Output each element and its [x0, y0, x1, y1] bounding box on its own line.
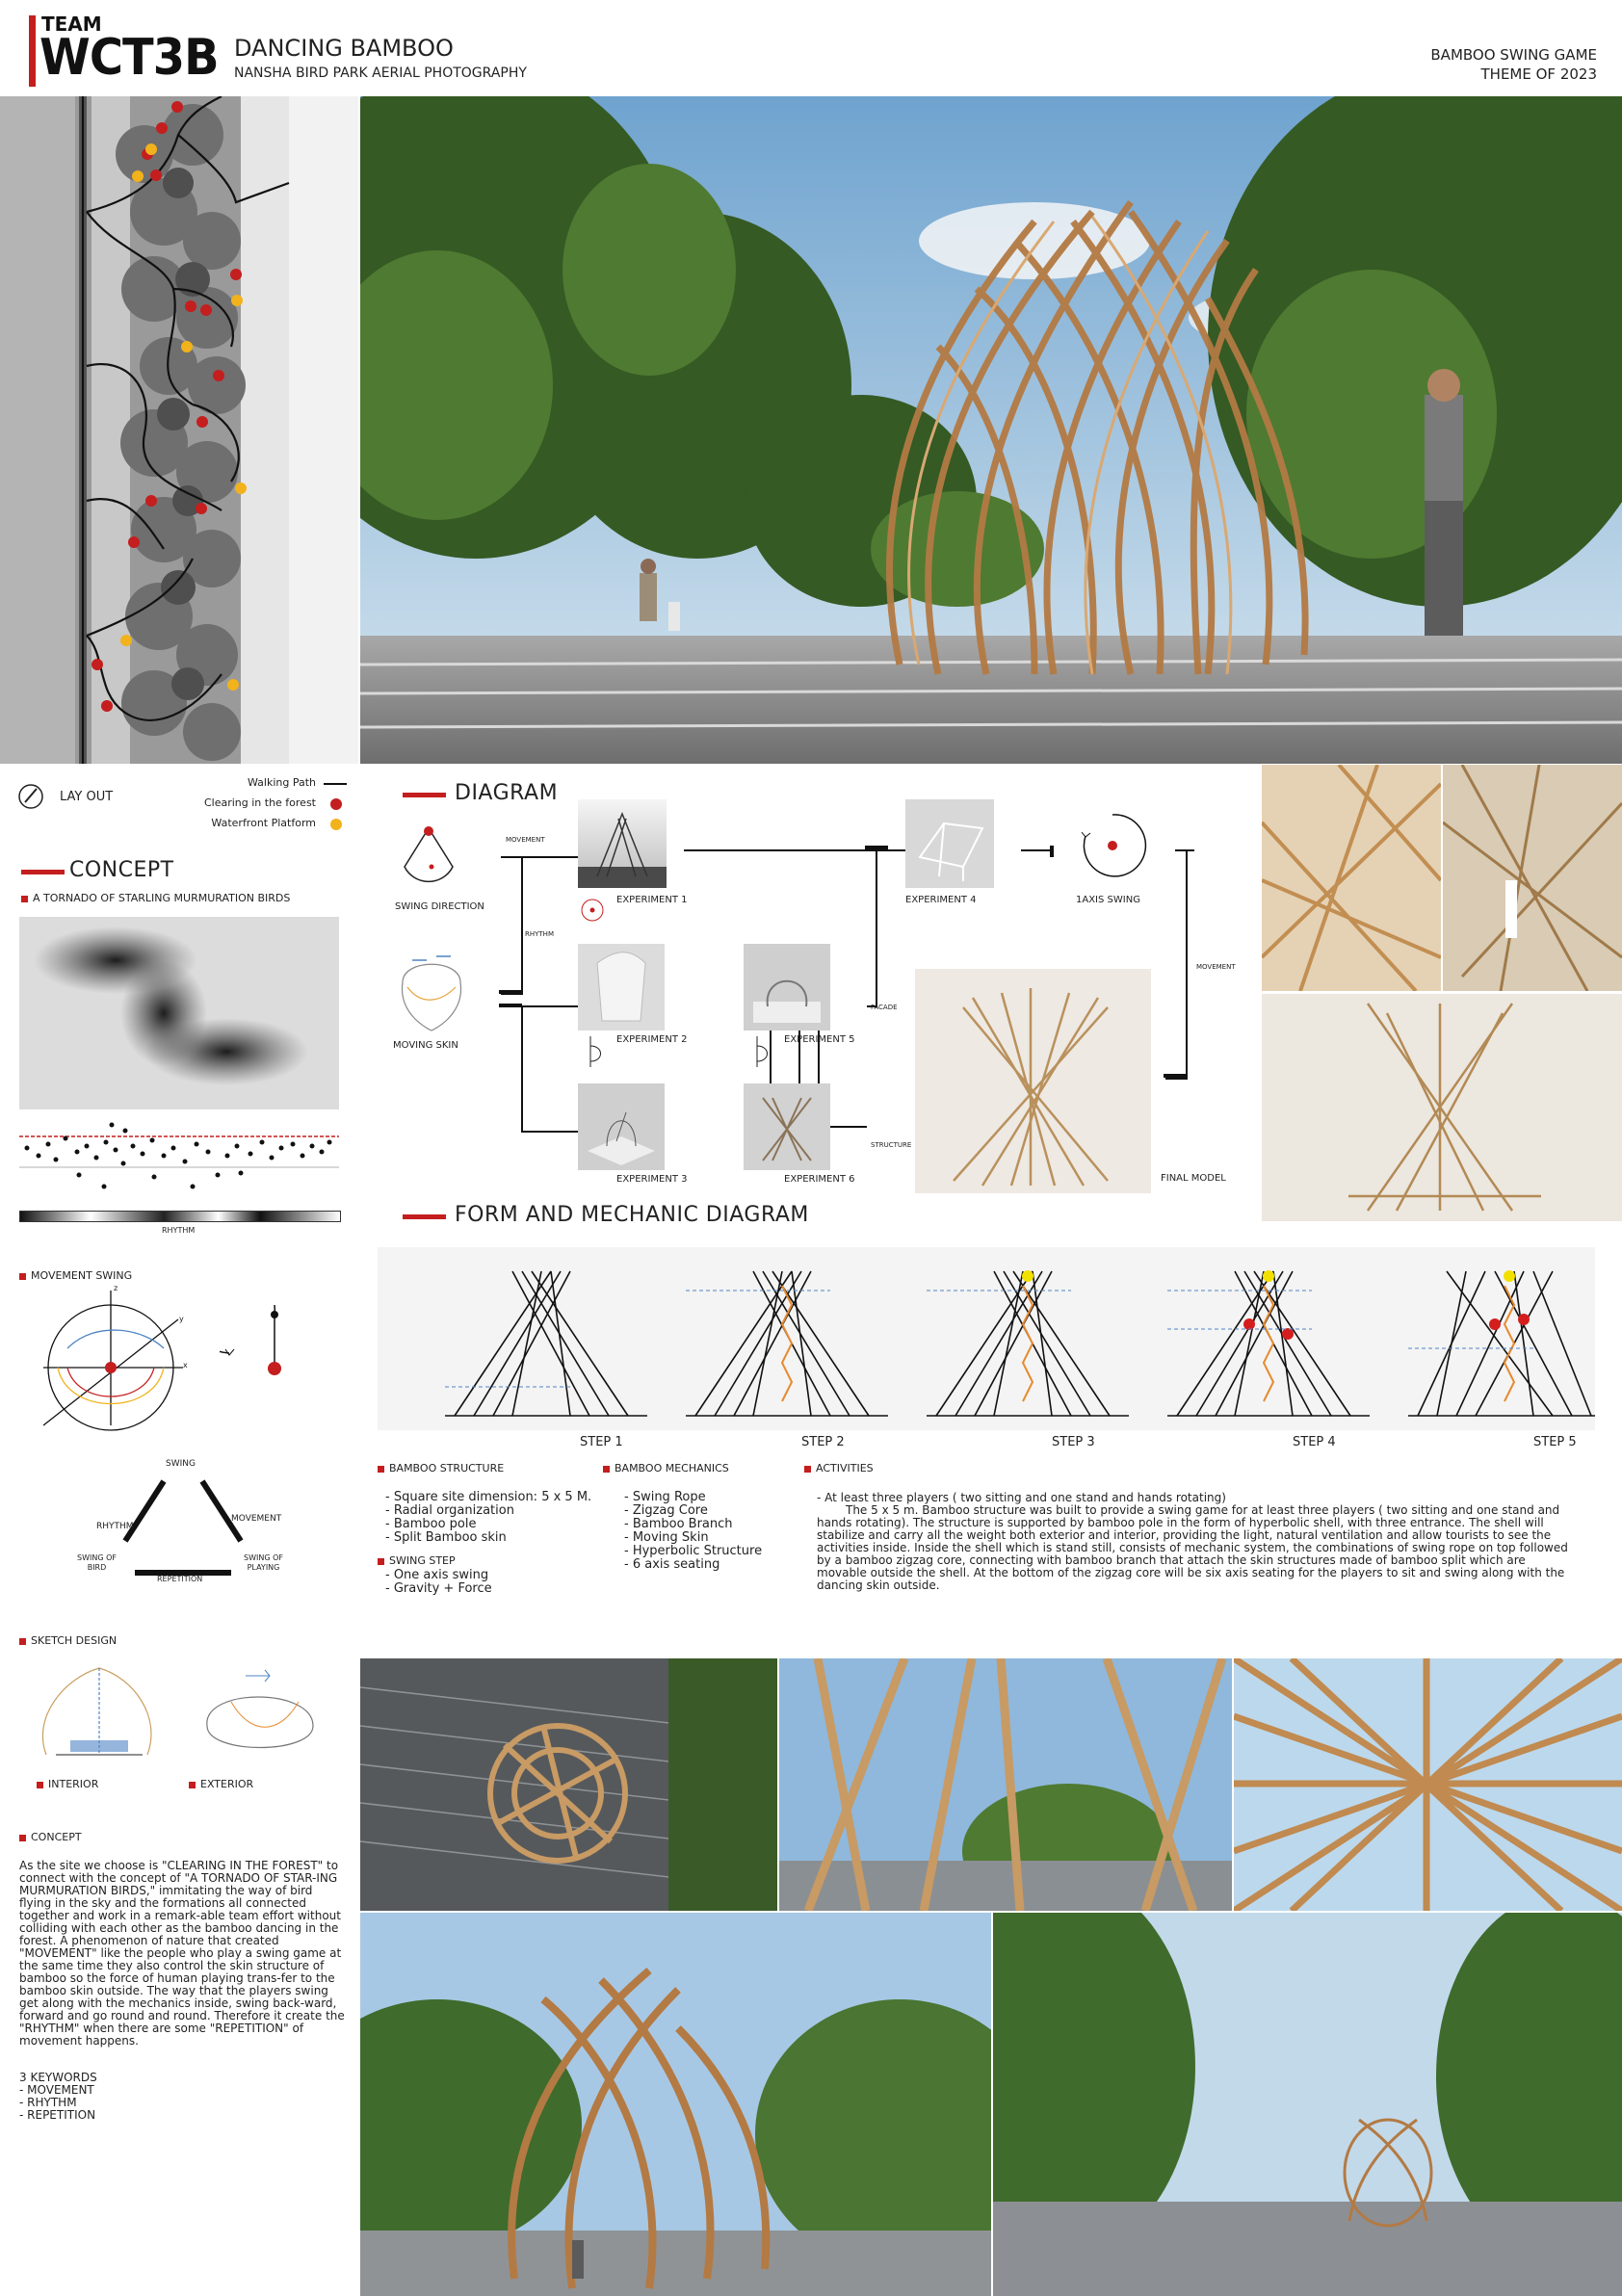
diagram-facade-label: FACADE [871, 1004, 898, 1011]
form-steps-strip [378, 1247, 1595, 1430]
header-right-line1: BAMBOO SWING GAME [1430, 46, 1597, 64]
render-top-view [360, 1658, 777, 1911]
bamboo-mechanics-item: - Bamboo Branch [624, 1517, 733, 1531]
experiment-6-label: EXPERIMENT 6 [784, 1174, 855, 1185]
render-street-view [360, 1913, 991, 2296]
bamboo-structure-item: - Bamboo pole [385, 1517, 477, 1531]
movement-swing-axis-x: x [183, 1361, 188, 1370]
project-title: DANCING BAMBOO [234, 35, 454, 62]
layout-compass-icon [17, 783, 44, 810]
experiment-5-swing-icon [749, 1032, 778, 1071]
model-photo-top-left [1262, 765, 1441, 991]
concept-heading: CONCEPT [69, 858, 174, 882]
activities-title: ACTIVITIES [804, 1462, 874, 1474]
concept-subtitle: A TORNADO OF STARLING MURMURATION BIRDS [21, 892, 290, 904]
swing-rotation-icon [220, 1305, 306, 1411]
activities-paragraph: The 5 x 5 m. Bamboo structure was built to provide a swing game for at least three players ( two sitting and one stand and hands rotating). The structure is supported by bamboo pole in the form of hyperbolic shell, with three entrance. The shell will stabilize and carry all the weight both exterior and interior, providing the light, natural ventilation and allow tourists to see the activities inside. Inside the shell which is stand still, consists of mechanic system, the combinations of swing rope on top followed by a bamboo zigzag core, connecting with bamboo branch that attach the skin structures made of bamboo split which are movable outside the shell. At the bottom of the zigzag core will be six axis seating for the players to sit and swing along with the dancing skin outside. [817, 1503, 1568, 1592]
experiment-3-photo [578, 1083, 665, 1170]
keywords-title: 3 KEYWORDS [19, 2071, 97, 2084]
diagram-heading-bar [403, 793, 446, 797]
logo-red-bar [29, 15, 36, 87]
hero-render [360, 96, 1622, 764]
experiment-1-photo [578, 799, 667, 888]
triangle-left-label: RHYTHM [96, 1522, 134, 1531]
rhythm-gradient-bar [19, 1211, 341, 1222]
final-model-photo [915, 969, 1151, 1193]
render-interior-view [779, 1658, 1232, 1911]
experiment-3-label: EXPERIMENT 3 [616, 1174, 688, 1185]
concept-heading-bar [21, 870, 65, 874]
diagram-movement-right-label: MOVEMENT [1196, 963, 1236, 971]
model-photo-top-right [1443, 765, 1622, 991]
bamboo-mechanics-item: - Swing Rope [624, 1490, 706, 1504]
legend-waterfront-dot [330, 819, 342, 830]
form-mechanic-heading-bar [403, 1214, 446, 1219]
step-5-label: STEP 5 [1533, 1435, 1577, 1449]
interior-label: INTERIOR [37, 1778, 98, 1790]
triangle-right-label: MOVEMENT [231, 1514, 282, 1524]
experiment-1-label: EXPERIMENT 1 [616, 895, 688, 905]
step-4-label: STEP 4 [1293, 1435, 1336, 1449]
movement-swing-title: MOVEMENT SWING [19, 1269, 132, 1282]
swing-direction-label: SWING DIRECTION [395, 901, 484, 912]
triangle-bottom-label: REPETITION [157, 1575, 203, 1583]
aerial-site-map [0, 96, 358, 764]
legend-walking-path-line [324, 783, 347, 785]
bamboo-mechanics-item: - Zigzag Core [624, 1503, 708, 1518]
project-subtitle: NANSHA BIRD PARK AERIAL PHOTOGRAPHY [234, 65, 527, 81]
legend-label-waterfront: Waterfront Platform [211, 817, 316, 829]
rhythm-dot-diagram [19, 1117, 339, 1209]
keyword-item: - RHYTHM [19, 2096, 77, 2109]
keyword-item: - MOVEMENT [19, 2083, 94, 2097]
team-name: WCT3B [39, 29, 219, 87]
legend-label-walking-path: Walking Path [247, 776, 316, 789]
experiment-1-swing-icon [578, 896, 607, 925]
bamboo-structure-item: - Radial organization [385, 1503, 514, 1518]
experiment-6-photo [744, 1083, 830, 1170]
movement-swing-axis-y: y [179, 1315, 184, 1323]
bamboo-structure-title: BAMBOO STRUCTURE [378, 1462, 504, 1474]
experiment-4-photo [905, 799, 994, 888]
step-2-label: STEP 2 [801, 1435, 845, 1449]
keyword-item: - REPETITION [19, 2108, 96, 2122]
model-photo-bottom [1262, 994, 1622, 1221]
diagram-structure-label: STRUCTURE [871, 1141, 912, 1149]
experiment-5-label: EXPERIMENT 5 [784, 1034, 855, 1045]
team-label: TEAM [41, 13, 102, 36]
step-1-label: STEP 1 [580, 1435, 623, 1449]
swing-of-bird-label: SWING OF BIRD [77, 1553, 117, 1572]
concept-text-paragraph: As the site we choose is "CLEARING IN THE FOREST" to connect with the concept of "A TORNADO OF STAR-ING MURMURATION BIRDS," immitating the way of bird flying in the sky and the formations all connected together and work in a remark-able team effort without colliding with each other as the bamboo dancing in the forest. A phenomenon of nature that created "MOVEMENT" like the people who play a swing game at the same time they also control the skin structure of bamboo so the force of human playing trans-fer to the bamboo skin outside. The way that the players swing get along with the mechanics inside, swing back-ward, forward and go round and round. Therefore it create the "RHYTHM" when there are some "REPETITION" of movement happens. [19, 1859, 345, 2048]
swing-step-item: - One axis swing [385, 1568, 489, 1582]
render-looking-up [1234, 1658, 1622, 1911]
experiment-4-label: EXPERIMENT 4 [905, 895, 977, 905]
bamboo-structure-list [385, 1491, 591, 1545]
swing-step-list [385, 1569, 492, 1596]
step-3-label: STEP 3 [1052, 1435, 1095, 1449]
activities-line1: - At least three players ( two sitting and one stand and hands rotating) [817, 1491, 1226, 1504]
exterior-label: EXTERIOR [189, 1778, 253, 1790]
axis-swing-label: 1AXIS SWING [1076, 895, 1140, 905]
diagram-rhythm-label: RHYTHM [525, 930, 554, 938]
experiment-2-photo [578, 944, 665, 1031]
experiment-2-label: EXPERIMENT 2 [616, 1034, 688, 1045]
bamboo-mechanics-title: BAMBOO MECHANICS [603, 1462, 729, 1474]
sketch-design-title: SKETCH DESIGN [19, 1634, 117, 1647]
experiment-2-swing-icon [583, 1032, 612, 1071]
triangle-top-label: SWING [166, 1459, 196, 1469]
murmuration-photo [19, 917, 339, 1109]
hero-render-graphic [360, 96, 1622, 764]
final-model-label: FINAL MODEL [1161, 1173, 1226, 1184]
header-right-line2: THEME OF 2023 [1480, 65, 1597, 83]
swing-of-playing-label: SWING OF PLAYING [244, 1553, 283, 1572]
swing-step-title: SWING STEP [378, 1554, 456, 1567]
legend-clearing-dot [330, 798, 342, 810]
concept-text-title: CONCEPT [19, 1831, 82, 1843]
movement-swing-axis-z: z [114, 1284, 118, 1292]
bamboo-mechanics-list [624, 1491, 762, 1572]
layout-title: LAY OUT [60, 790, 114, 804]
rhythm-label: RHYTHM [162, 1226, 196, 1235]
team-logo [27, 10, 219, 87]
swing-step-item: - Gravity + Force [385, 1581, 492, 1596]
experiment-5-photo [744, 944, 830, 1031]
bamboo-structure-item: - Split Bamboo skin [385, 1530, 507, 1545]
diagram-movement-label: MOVEMENT [506, 836, 545, 844]
aerial-map-graphic [0, 96, 358, 764]
bamboo-mechanics-item: - 6 axis seating [624, 1557, 720, 1572]
exterior-sketch [193, 1658, 327, 1774]
moving-skin-label: MOVING SKIN [393, 1040, 458, 1051]
bamboo-mechanics-item: - Hyperbolic Structure [624, 1544, 763, 1558]
diagram-heading: DIAGRAM [455, 781, 559, 805]
legend-label-clearing: Clearing in the forest [203, 796, 316, 809]
movement-swing-axis-diagram [39, 1281, 193, 1435]
interior-sketch [27, 1658, 171, 1774]
axis-swing-icon [1074, 807, 1151, 884]
form-mechanic-heading: FORM AND MECHANIC DIAGRAM [455, 1203, 809, 1227]
bamboo-mechanics-item: - Moving Skin [624, 1530, 709, 1545]
step-labels [378, 1435, 1595, 1452]
keywords-list [19, 2084, 95, 2122]
bamboo-structure-item: - Square site dimension: 5 x 5 M. [385, 1490, 592, 1504]
render-distant-view [993, 1913, 1622, 2296]
